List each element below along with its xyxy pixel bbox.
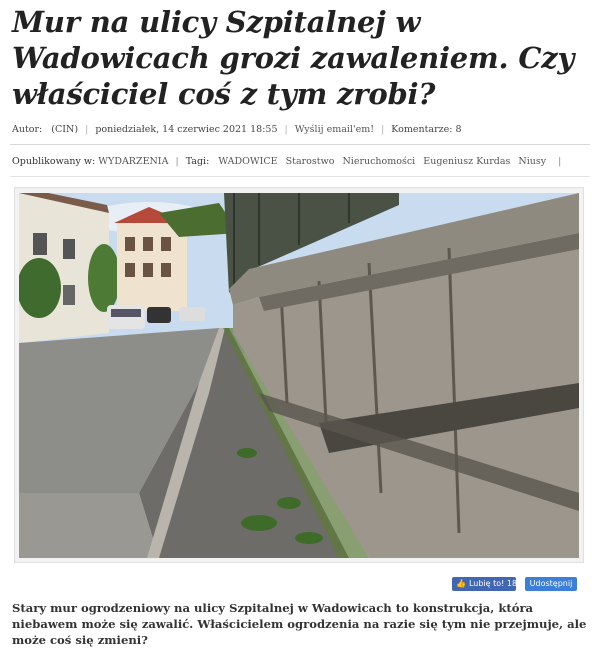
tag-link[interactable]: WADOWICE [218,156,278,167]
meta-separator: | [85,124,89,135]
meta-divider [10,144,590,145]
facebook-share-button[interactable]: Udostępnij [525,577,577,591]
article-title: Mur na ulicy Szpitalnej w Wadowicach grozi zawaleniem. Czy właściciel coś z tym zrobi? [12,5,575,111]
tags-label: Tagi: [185,156,210,167]
send-email-link[interactable]: Wyślij email'em! [294,124,375,135]
publish-date: poniedziałek, 14 czerwiec 2021 18:55 [95,124,278,135]
tag-link[interactable]: Eugeniusz Kurdas [423,156,511,167]
meta-separator: | [381,124,385,135]
author-name: (CIN) [51,124,79,135]
meta-separator: | [284,124,288,135]
article-meta [12,124,588,135]
wall-street-photo-illustration [19,193,579,558]
category-link[interactable]: WYDARZENIA [98,156,169,167]
comments-count[interactable]: Komentarze: 8 [391,124,462,135]
article-photo[interactable] [19,193,579,558]
article-lead: Stary mur ogrodzeniowy na ulicy Szpitalnej w Wadowicach to konstrukcja, która niebawem może się zawalić. Właścicielem ogrodzenia na razie się tym nie przejmuje, ale może coś się zmieni? [12,601,587,647]
cats-separator: | [558,156,562,167]
published-label: Opublikowany w: [12,156,96,167]
tag-link[interactable]: Nieruchomości [342,156,416,167]
tag-link[interactable]: Starostwo [285,156,335,167]
cats-separator: | [175,156,179,167]
article-categories [12,156,588,167]
facebook-like-button[interactable] [452,577,516,591]
like-label: Lubię to! 18 [468,579,518,588]
tag-link[interactable]: Niusy [518,156,547,167]
thumbs-up-icon: 👍 [456,579,466,588]
categories-divider [10,176,590,177]
author-label: Autor: [12,124,43,135]
